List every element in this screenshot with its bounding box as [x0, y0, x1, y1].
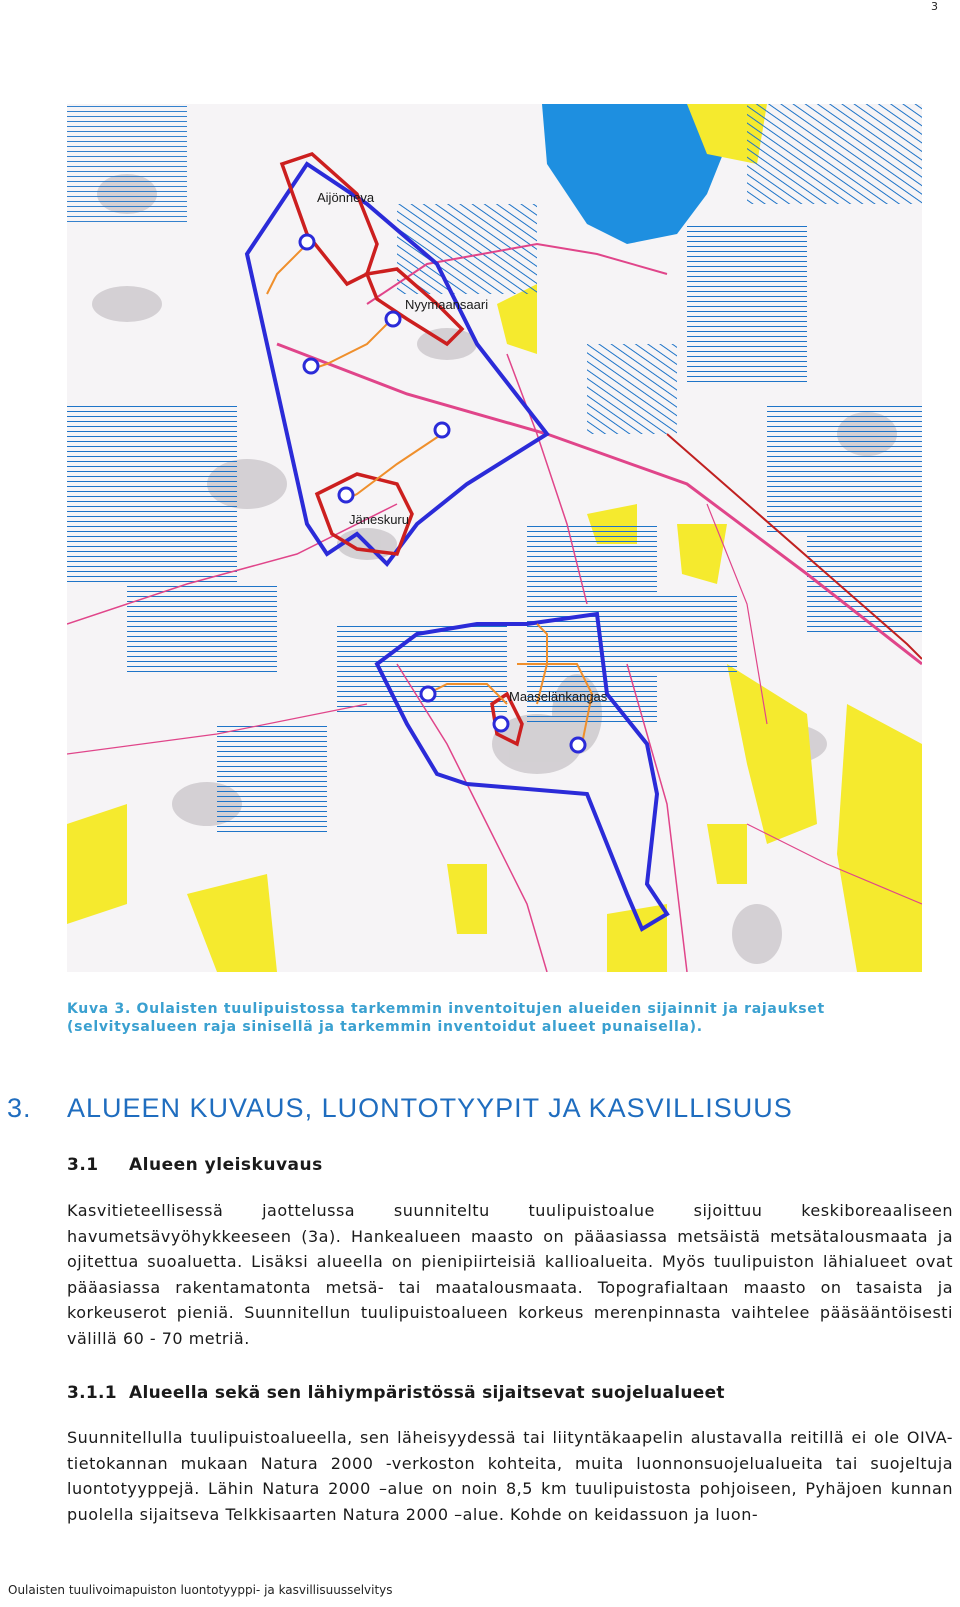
section-title: ALUEEN KUVAUS, LUONTOTYYPIT JA KASVILLISUUS — [67, 1093, 793, 1123]
section-number: 3. — [7, 1093, 32, 1123]
subsubsection-number: 3.1.1 — [67, 1383, 117, 1403]
section-heading — [7, 1093, 793, 1124]
label-nyymaansaari: Nyymaansaari — [405, 297, 489, 312]
turbine-marker-5 — [339, 488, 353, 502]
map-svg — [67, 104, 922, 972]
turbine-marker-8 — [571, 738, 585, 752]
paragraph-general-description: Kasvitieteellisessä jaottelussa suunniteltu tuulipuistoalue sijoittuu keskiboreaaliseen havumetsävyöhykkeeseen (3a). Hankealueen maasto on pääasiassa metsäistä metsätalousmaata ja ojitettua suoaluetta. Lisäksi alueella on pienipiirteisiä kallioalueita. Myös tuulipuiston lähialueet ovat pääasiassa rakentamatonta metsä- tai maatalousmaata. Topografialtaan maasto on tasaista ja korkeuserot pieniä. Suunnitellun tuulipuistoalueen korkeus merenpinnasta vaihtelee pääsääntöisesti välillä 60 - 70 metriä. — [67, 1201, 953, 1348]
label-janeskuru: Jäneskuru — [349, 512, 409, 527]
turbine-marker-3 — [304, 359, 318, 373]
turbine-marker-6 — [421, 687, 435, 701]
label-maaselankangas: Maaselänkangas — [509, 689, 608, 704]
turbine-marker-2 — [386, 312, 400, 326]
map-figure — [67, 104, 922, 972]
page-number: 3 — [931, 0, 938, 13]
subsection-heading — [67, 1155, 323, 1175]
turbine-marker-1 — [300, 235, 314, 249]
paragraph-protected-areas: Suunnitellulla tuulipuistoalueella, sen läheisyydessä tai liityntäkaapelin alustavalla reitillä ei ole OIVA-tietokannan mukaan Natura 2000 -verkoston kohteita, muita luonnonsuojelualueita tai suojeltuja luontotyyppejä. Lähin Natura 2000 –alue on noin 8,5 km tuulipuistosta pohjoiseen, Pyhäjoen kunnan puolella sijaitseva Telkkisaarten Natura 2000 –alue. Kohde on keidassuon ja luon- — [67, 1428, 953, 1524]
turbine-marker-7 — [494, 717, 508, 731]
turbine-marker-4 — [435, 423, 449, 437]
label-aijonneva: Aijönneva — [317, 190, 375, 205]
page-footer: Oulaisten tuulivoimapuiston luontotyyppi- ja kasvillisuusselvitys — [8, 1583, 393, 1597]
subsection-number: 3.1 — [67, 1155, 99, 1175]
subsection-title: Alueen yleiskuvaus — [129, 1155, 323, 1175]
subsubsection-title: Alueella sekä sen lähiympäristössä sijaitsevat suojelualueet — [129, 1383, 725, 1403]
figure-caption: Kuva 3. Oulaisten tuulipuistossa tarkemmin inventoitujen alueiden sijainnit ja rajaukset (selvitysalueen raja sinisellä ja tarkemmin inventoidut alueet punaisella). — [67, 1001, 825, 1035]
subsubsection-heading — [67, 1383, 725, 1403]
